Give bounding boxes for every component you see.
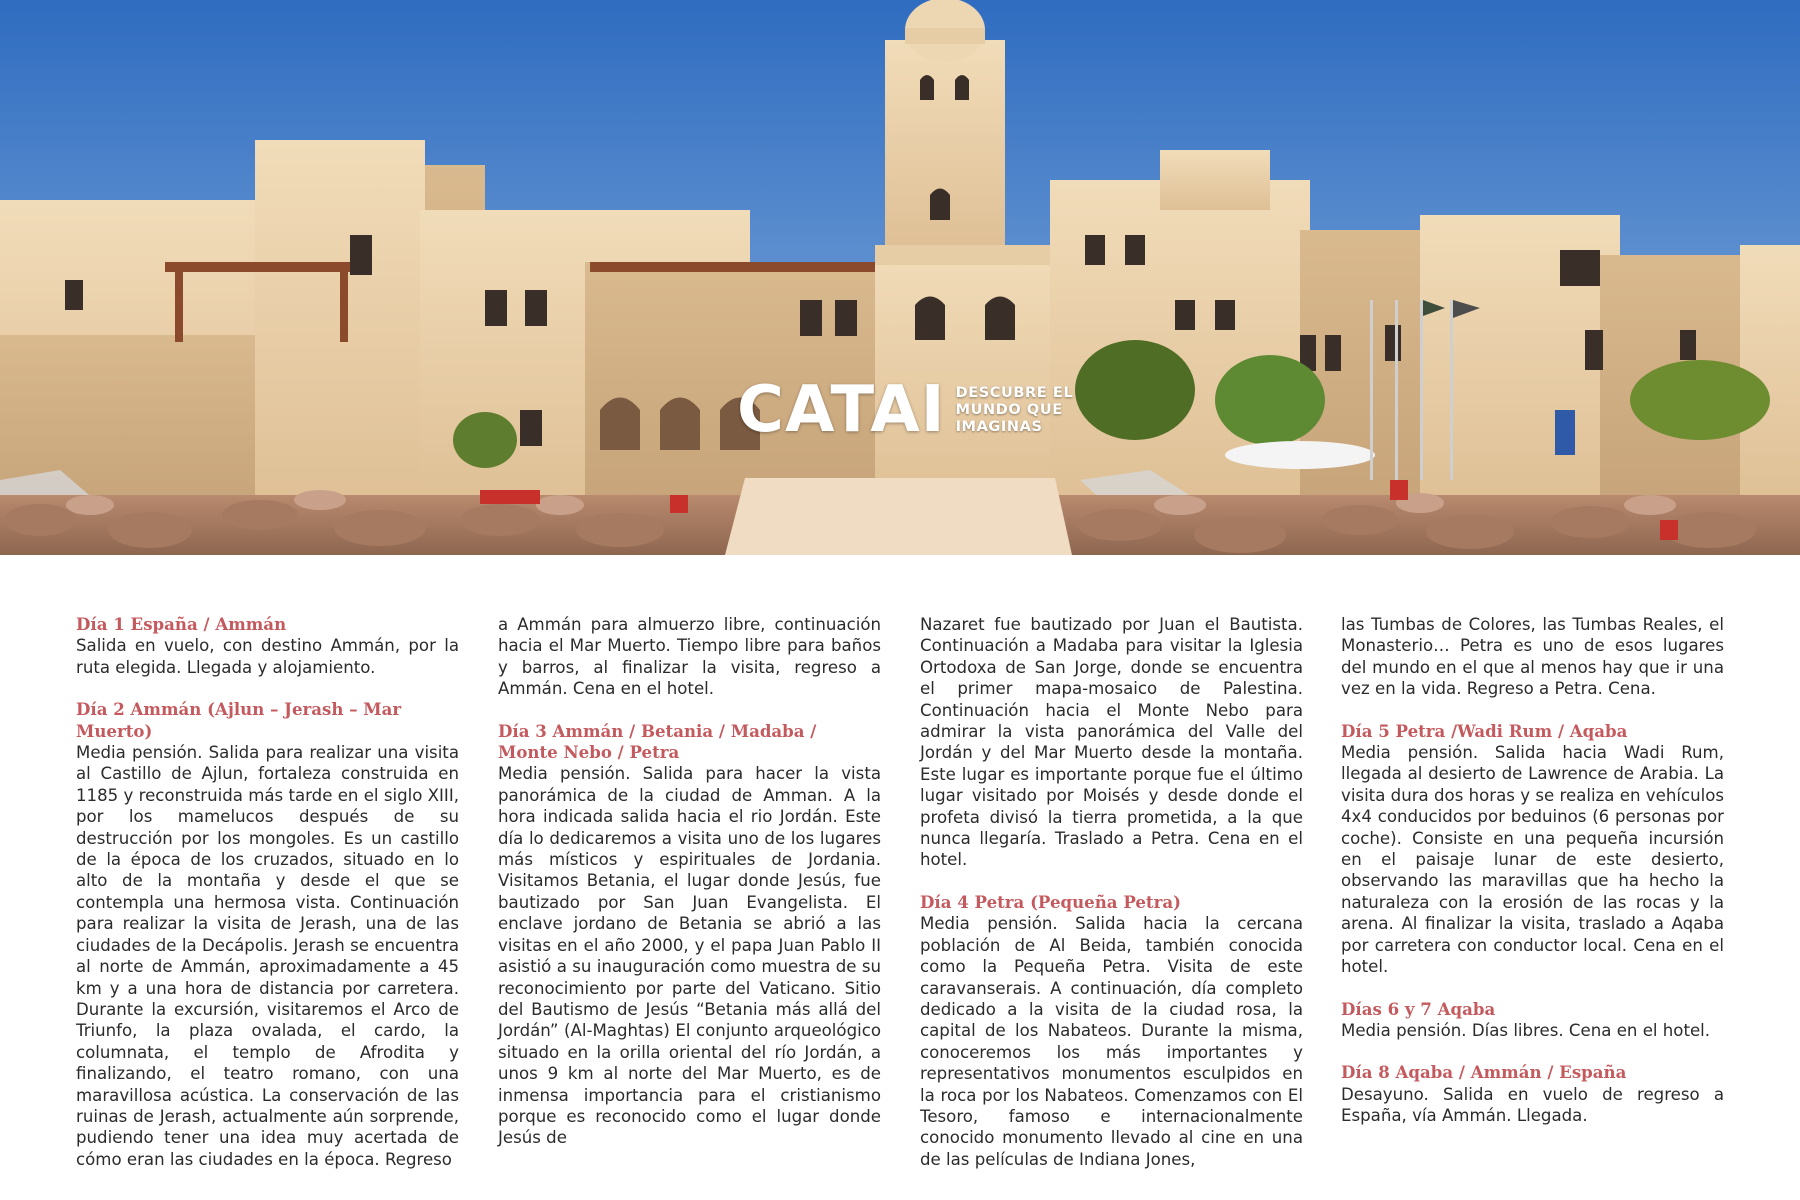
day-description: Media pensión. Salida para realizar una visita al Castillo de Ajlun, fortaleza construida en 1185 y reconstruida más tarde en el siglo XIII, por los mamelucos después de su destrucción por los mongoles. Es un castillo de la época de los cruzados, situado en lo alto de la montaña y desde el que se contempla una hermosa vista. Continuación para realizar la visita de Jerash, una de las ciudades de la Decápolis. Jerash se encuentra al norte de Ammán, aproximadamente a 45 km y a una hora de distancia por carretera. Durante la excursión, visitaremos el Arco de Triunfo, la plaza ovalada, el cardo, la columnata, el templo de Afrodita y finalizando, el teatro romano, con una maravillosa acústica. La conservación de las ruinas de Jerash, actualmente aún sorprende, pudiendo tener una idea muy acertada de cómo eran las ciudades en la época. Regreso [76, 743, 459, 1169]
column-1 [76, 614, 459, 1170]
day-block [1341, 721, 1724, 978]
day-heading: Días 6 y 7 Aqaba [1341, 998, 1496, 1019]
day-description: Media pensión. Salida hacia la cercana población de Al Beida, también conocida como la Pequeña Petra. Visita de este caravanserais. A continuación, día completo dedicado a la visita de la ciudad rosa, la capital de los Nabateos. Durante la misma, conoceremos los más importantes y representativos monumentos esculpidos en la roca por los Nabateos. Comenzamos con El Tesoro, famoso e internacionalmente conocido monumento llevado al cine en una de las películas de Indiana Jones, [920, 914, 1303, 1169]
tagline-line-3: IMAGINAS [955, 418, 1043, 435]
brand-name: CATAI [737, 373, 946, 447]
tagline-line-2: MUNDO QUE [955, 401, 1063, 418]
column-4 [1341, 614, 1724, 1127]
tagline-line-1: DESCUBRE EL [955, 384, 1074, 401]
day-block [76, 699, 459, 1170]
day-heading: Día 4 Petra (Pequeña Petra) [920, 891, 1181, 912]
continued-text: a Ammán para almuerzo libre, continuación hacia el Mar Muerto. Tiempo libre para baños y barros, al finalizar la visita, regreso a Ammán. Cena en el hotel. [498, 615, 881, 699]
hero-illustration [0, 0, 1800, 555]
day-block [1341, 1062, 1724, 1126]
day-block [920, 892, 1303, 1170]
day-block [1341, 999, 1724, 1042]
day-block [498, 721, 881, 1149]
day-description: Desayuno. Salida en vuelo de regreso a España, vía Ammán. Llegada. [1341, 1084, 1724, 1126]
brand-tagline [956, 385, 1074, 436]
continued-text: Nazaret fue bautizado por Juan el Bautista. Continuación a Madaba para visitar la Iglesia Ortodoxa de San Jorge, donde se encuentra el primer mapa-mosaico de Palestina. Continuación hacia el Monte Nebo para admirar la vista panorámica del Valle del Jordán y del Mar Muerto desde la montaña. Este lugar es importante porque fue el último lugar visitado por Moisés y desde donde el profeta divisó la tierra prometida, a la que nunca llegaría. Traslado a Petra. Cena en el hotel. [920, 615, 1303, 870]
day-heading: Día 3 Ammán / Betania / Madaba / Monte Nebo / Petra [498, 720, 817, 763]
day-description: Salida en vuelo, con destino Ammán, por la ruta elegida. Llegada y alojamiento. [76, 636, 459, 677]
day-heading: Día 2 Ammán (Ajlun – Jerash – Mar Muerto) [76, 699, 402, 741]
day-heading: Día 1 España / Ammán [76, 614, 287, 634]
continued-text: las Tumbas de Colores, las Tumbas Reales, el Monasterio… Petra es uno de esos lugares del mundo en el que al menos hay que ir una vez en la vida. Regreso a Petra. Cena. [1341, 615, 1724, 699]
column-3 [920, 614, 1303, 1170]
day-heading: Día 5 Petra /Wadi Rum / Aqaba [1341, 720, 1628, 741]
catai-logo [737, 373, 1074, 447]
day-block [76, 614, 459, 678]
day-description: Media pensión. Días libres. Cena en el hotel. [1341, 1020, 1711, 1040]
column-2 [498, 614, 881, 1149]
day-heading: Día 8 Aqaba / Ammán / España [1341, 1062, 1627, 1083]
itinerary-columns [76, 614, 1726, 1169]
day-description: Media pensión. Salida hacia Wadi Rum, llegada al desierto de Lawrence de Arabia. La visita dura dos horas y se realiza en vehículos 4x4 conducidos por beduinos (6 personas por coche). Consiste en una pequeña incursión en el paisaje lunar de este desierto, observando las maravillas que ha hecho la naturaleza con la erosión de las rocas y la arena. Al finalizar la visita, traslado a Aqaba por carretera con conductor local. Cena en el hotel. [1341, 743, 1724, 977]
hero-photo [0, 0, 1800, 555]
day-description: Media pensión. Salida para hacer la vista panorámica de la ciudad de Amman. A la hora indicada salida hacia el rio Jordán. Este día lo dedicaremos a visita uno de los lugares más místicos y espirituales de Jordania. Visitamos Betania, el lugar donde Jesús, fue bautizado por San Juan Evangelista. El enclave jordano de Betania se abrió a las visitas en el año 2000, y el papa Juan Pablo II asistió a su inauguración como muestra de su reconocimiento por parte del Vaticano. Sitio del Bautismo de Jesús “Betania más allá del Jordán” (Al-Maghtas) El conjunto arqueológico situado en la orilla oriental del río Jordán, a unos 9 km al norte del Mar Muerto, es de inmensa importancia para el cristianismo porque es reconocido como el lugar donde Jesús de [498, 764, 881, 1148]
